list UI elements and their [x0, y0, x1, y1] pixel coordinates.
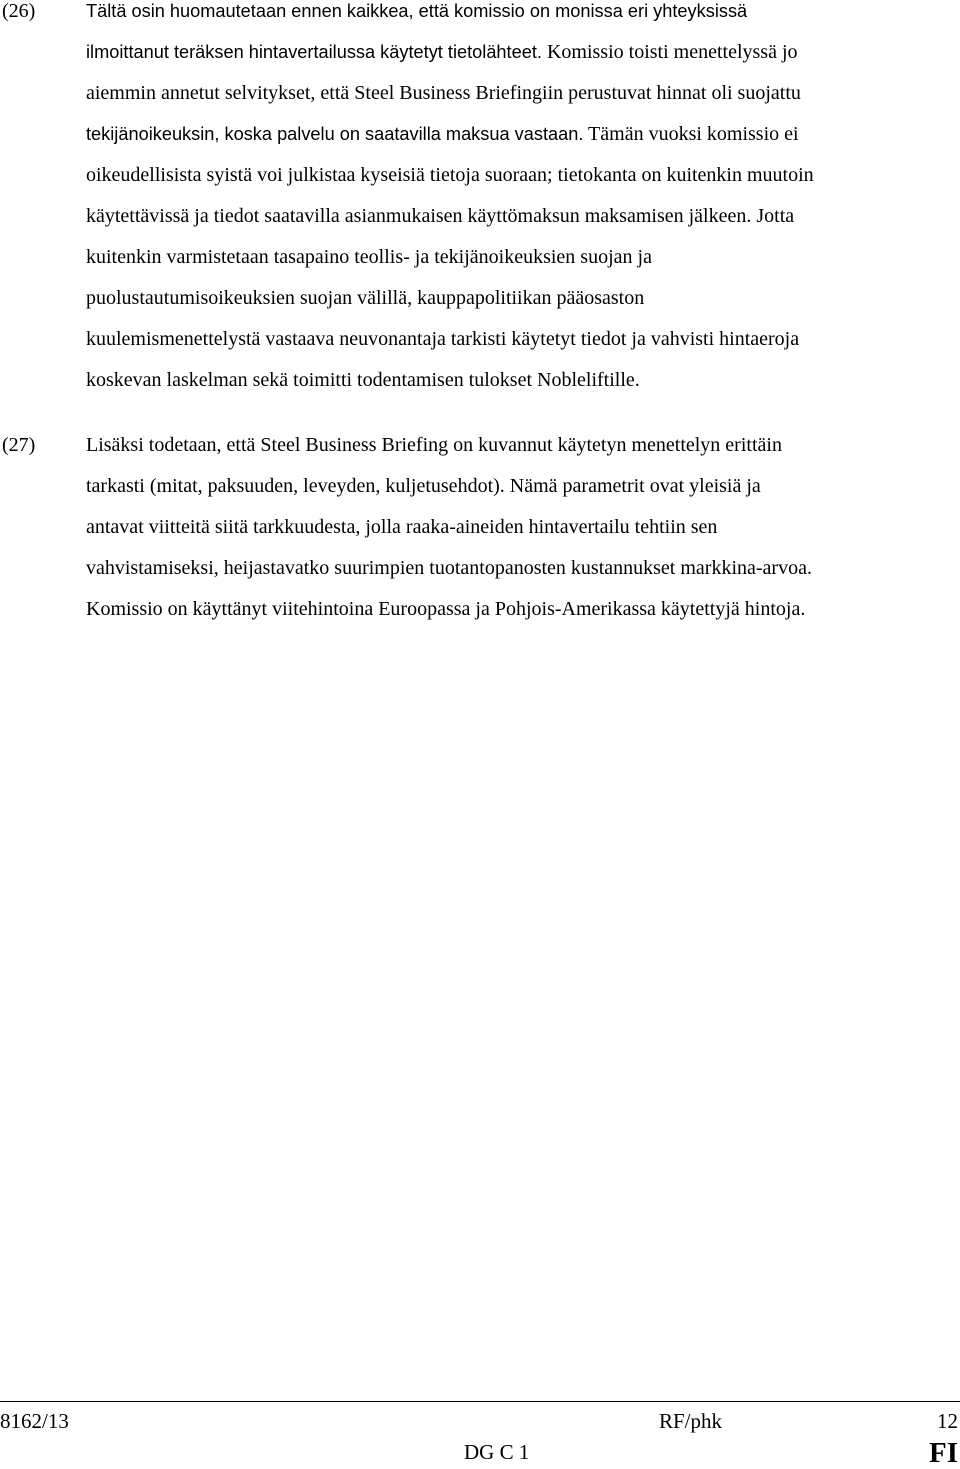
text-line [86, 237, 958, 278]
text-segment: antavat viitteitä siitä tarkkuudesta, jolla raaka-aineiden hintavertailu tehtiin sen [86, 516, 718, 538]
footer-page-number: 12 [937, 1409, 958, 1433]
text-line [86, 589, 958, 630]
text-line [86, 360, 958, 401]
text-line [86, 155, 958, 196]
text-segment: vahvistamiseksi, heijastavatko suurimpien tuotantopanosten kustannukset markkina-arvoa. [86, 557, 812, 579]
text-line [86, 507, 958, 548]
footer-initials: RF/phk [659, 1409, 723, 1433]
text-segment: tekijänoikeuksin, koska palvelu on saatavilla maksua vastaan. [86, 124, 584, 144]
text-segment: koskevan laskelman sekä toimitti todentamisen tulokset Nobleliftille. [86, 369, 640, 391]
text-line [86, 73, 958, 114]
text-segment: Jotta [751, 205, 795, 227]
text-segment: Komissio toisti menettelyssä jo [541, 41, 798, 63]
text-segment: Tältä osin huomautetaan ennen kaikkea, että komissio on monissa eri yhteyksissä [86, 1, 748, 21]
text-segment: tarkasti (mitat, paksuuden, leveyden, kuljetusehdot). [86, 475, 505, 497]
footer-language-code: FI [929, 1437, 958, 1469]
text-segment: ilmoittanut teräksen hintavertailussa käytetyt tietolähteet. [86, 42, 542, 62]
text-segment: kuulemismenettelystä vastaava neuvonantaja tarkisti käytetyt tiedot ja vahvisti hintaeroja [86, 328, 800, 350]
text-line [86, 196, 958, 237]
text-segment: kuitenkin varmistetaan tasapaino teollis- ja tekijänoikeuksien suojan ja [86, 246, 652, 268]
text-line [86, 32, 958, 73]
paragraph-text [86, 0, 958, 401]
text-segment: käytettävissä ja tiedot saatavilla asianmukaisen käyttömaksun maksamisen jälkeen. [86, 205, 752, 227]
paragraph-number: (27) [2, 434, 36, 456]
text-segment: Lisäksi todetaan, että Steel Business Briefing on kuvannut käytetyn menettelyn erittäin [86, 434, 782, 456]
text-segment: puolustautumisoikeuksien suojan välillä, kauppapolitiikan pääosaston [86, 287, 645, 309]
text-line [86, 0, 958, 32]
text-line [86, 548, 958, 589]
text-segment: Nämä parametrit ovat yleisiä ja [504, 475, 761, 497]
text-line [86, 278, 958, 319]
text-segment: Tämän vuoksi komissio ei [583, 123, 799, 145]
text-line [86, 466, 958, 507]
text-segment: oikeudellisista syistä voi julkistaa kyseisiä tietoja suoraan; tietokanta on kuitenkin muutoin [86, 164, 814, 186]
footer-document-number: 8162/13 [0, 1409, 69, 1433]
text-line [86, 319, 958, 360]
text-segment: aiemmin annetut selvitykset, että Steel Business Briefingiin perustuvat hinnat oli suojattu [86, 82, 801, 104]
paragraph-number: (26) [2, 0, 36, 22]
paragraph-text [86, 425, 958, 630]
text-segment: Komissio on käyttänyt viitehintoina Euroopassa ja Pohjois-Amerikassa käytettyjä hintoja. [86, 598, 806, 620]
footer-directorate: DG C 1 [464, 1440, 530, 1464]
text-line [86, 425, 958, 466]
footer-divider [0, 1401, 960, 1402]
text-line [86, 114, 958, 155]
